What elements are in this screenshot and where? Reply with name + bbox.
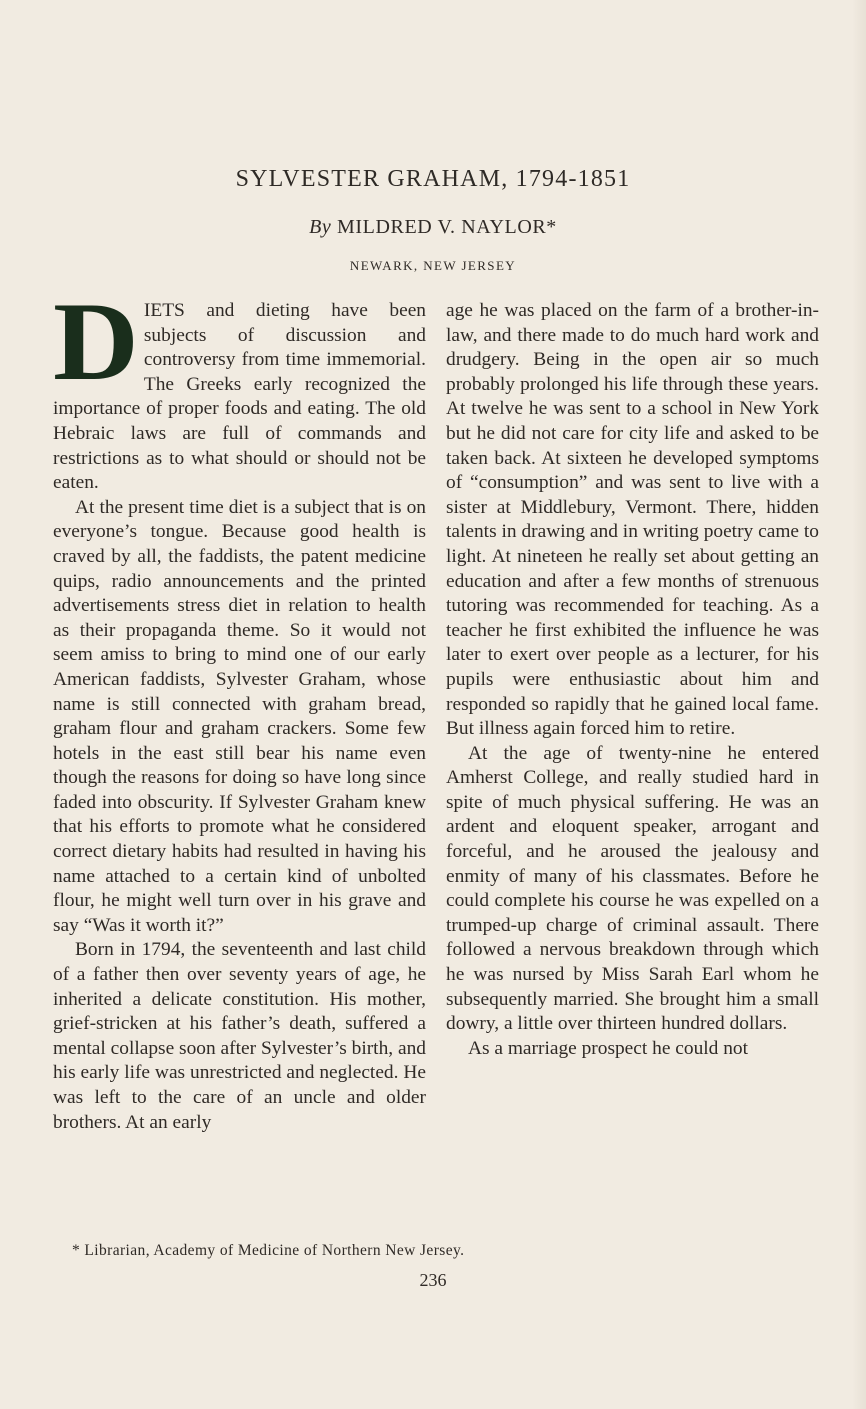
- paragraph: Born in 1794, the seventeenth and last child of a father then over seventy years of age, he inherited a delicate constitution. His mother, grief-stricken at his father’s death, suffered a mental collapse soon after Sylvester’s birth, and his early life was unrestricted and neglected. He was left to the care of an uncle and older brothers. At an early: [53, 939, 426, 1133]
- footnote: * Librarian, Academy of Medicine of Northern New Jersey.: [72, 1242, 465, 1259]
- left-column: [53, 280, 426, 1135]
- paragraph: [53, 280, 426, 496]
- paragraph: At the present time diet is a subject that is on everyone’s tongue. Because good health is craved by all, the faddists, the patent medicine quips, radio announcements and the printed advertisements stress diet in relation to health as their propaganda theme. So it would not seem amiss to bring to mind one of our early American faddists, Sylvester Graham, whose name is still connected with graham bread, graham flour and graham crackers. Some few hotels in the east still bear his name even though the reasons for doing so have long since faded into obscurity. If Sylvester Graham knew that his efforts to promote what he considered correct dietary habits had resulted in having his name attached to a certain kind of unbolted flour, he might well turn over in his grave and say “Was it worth it?”: [53, 496, 426, 936]
- author-name: MILDRED V. NAYLOR*: [337, 216, 557, 238]
- paragraph: age he was placed on the farm of a brother-in-law, and there made to do much hard work and drudgery. Being in the open air so much probably prolonged his life through these years. At twelve he was sent to a school in New York but he did not care for city life and asked to be taken back. At sixteen he developed symptoms of “consumption” and was sent to live with a sister at Middlebury, Vermont. There, hidden talents in drawing and in writing poetry came to light. At nineteen he really set about getting an education and after a few months of strenuous tutoring was recommended for teaching. As a teacher he first exhibited the influence he was later to exert over people as a lecturer, for his pupils were enthusiastic about him and responded so rapidly that he gained local fame. But illness again forced him to retire.: [446, 300, 819, 740]
- article-title: SYLVESTER GRAHAM, 1794-1851: [235, 166, 631, 192]
- byline: [0, 216, 866, 239]
- author-location: NEWARK, NEW JERSEY: [349, 258, 517, 273]
- drop-cap: D: [53, 280, 139, 404]
- byline-prefix: By: [309, 216, 332, 238]
- page-edge-shadow: [852, 0, 866, 1409]
- paragraph-text: IETS and dieting have been subjects of discussion and controversy from time immemorial. The Greeks early recognized the importance of proper foods and eating. The old Hebraic laws are full of commands and restrictions as to what should or should not be eaten.: [53, 300, 426, 494]
- paragraph: As a marriage prospect he could not: [468, 1037, 748, 1059]
- right-column: [446, 299, 819, 1061]
- paragraph: At the age of twenty-nine he entered Amherst College, and really studied hard in spite of much physical suffering. He was an ardent and eloquent speaker, arrogant and forceful, and he aroused the jealousy and enmity of many of his classmates. Before he could complete his course he was expelled on a trumped-up charge of criminal assault. There followed a nervous breakdown through which he was nursed by Miss Sarah Earl whom he subsequently married. She brought him a small dowry, a little over thirteen hundred dollars.: [446, 742, 819, 1035]
- page-number: 236: [419, 1270, 447, 1290]
